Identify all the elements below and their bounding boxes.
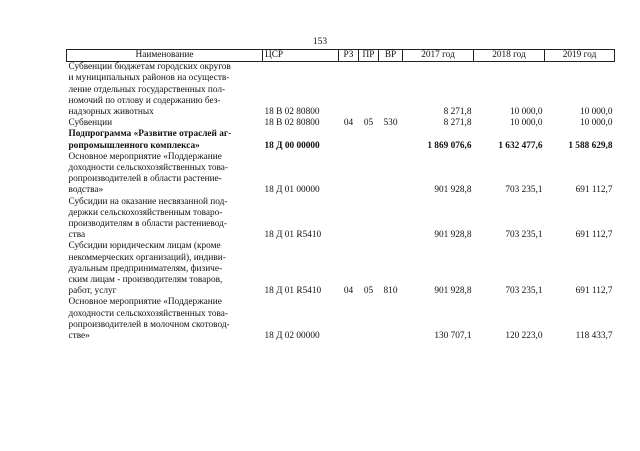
row-2017: 8 271,8 (443, 107, 472, 118)
row-2017: 901 928,8 (434, 230, 472, 241)
row-2018: 10 000,0 (509, 107, 543, 118)
row-name: Субсидии на оказание несвязанной под- держки сельскохозяйственным товаро- производителям в области растениевод- ства (68, 196, 228, 241)
row-2017: 901 928,8 (434, 286, 472, 297)
header-2017: 2017 год (403, 50, 474, 62)
row-csr: 18 Д 02 00000 (264, 331, 320, 342)
row-2019: 118 433,7 (575, 331, 613, 342)
table-body (67, 62, 615, 343)
row-vr: 810 (383, 286, 398, 297)
row-2017: 1 869 076,6 (427, 140, 472, 151)
row-2017: 130 707,1 (434, 331, 472, 342)
row-2019: 10 000,0 (579, 107, 613, 118)
row-vr (379, 297, 403, 342)
row-rz (339, 62, 359, 119)
row-2018: 1 632 477,6 (498, 140, 543, 151)
row-2019: 691 112,7 (575, 185, 613, 196)
budget-table (66, 49, 615, 342)
row-rz (339, 129, 359, 151)
table-row (67, 241, 615, 297)
row-pr: 05 (363, 118, 374, 129)
row-pr (359, 129, 379, 151)
row-pr (359, 62, 379, 119)
row-2017: 901 928,8 (434, 185, 472, 196)
row-pr (359, 152, 379, 197)
row-2018: 703 235,1 (505, 230, 543, 241)
table-row (67, 62, 615, 119)
table-row (67, 129, 615, 151)
row-pr (359, 197, 379, 242)
row-rz: 04 (343, 118, 354, 129)
row-vr (379, 152, 403, 197)
row-csr: 18 В 02 80800 (264, 107, 320, 118)
header-name: Наименование (67, 50, 263, 62)
row-csr: 18 В 02 80800 (264, 118, 320, 129)
row-name: Субвенции бюджетам городских округов и муниципальных районов на осуществ- ление отдельных государственных пол- номочий по отлову и содержанию без- надзорных животных (68, 62, 231, 118)
row-2018: 703 235,1 (505, 185, 543, 196)
row-rz (339, 152, 359, 197)
row-pr: 05 (363, 286, 374, 297)
row-2018: 10 000,0 (509, 118, 543, 129)
row-csr: 18 Д 01 R5410 (264, 230, 322, 241)
table-header-row (67, 50, 615, 62)
row-2018: 120 223,0 (505, 331, 543, 342)
row-rz (339, 297, 359, 342)
table-row (67, 118, 615, 129)
header-2018: 2018 год (474, 50, 545, 62)
row-2019: 691 112,7 (575, 230, 613, 241)
row-csr: 18 Д 01 00000 (264, 185, 320, 196)
row-pr (359, 297, 379, 342)
header-rz: РЗ (339, 50, 359, 62)
row-csr: 18 Д 00 00000 (264, 140, 320, 151)
row-name: Субсидии юридическим лицам (кроме некоммерческих организаций), индиви- дуальным предпринимателям, физиче- ским лицам - производителям товаров, работ, услуг (68, 241, 226, 297)
row-rz (339, 197, 359, 242)
row-name: Основное мероприятие «Поддержание доходности сельскохозяйственных това- ропроизводителей в области растение- водства» (68, 151, 228, 196)
row-csr: 18 Д 01 R5410 (264, 286, 322, 297)
row-2019: 1 588 629,8 (568, 140, 613, 151)
row-vr (379, 129, 403, 151)
row-vr (379, 62, 403, 119)
row-vr (379, 197, 403, 242)
row-vr: 530 (383, 118, 398, 129)
row-2017: 8 271,8 (443, 118, 472, 129)
row-2018: 703 235,1 (505, 286, 543, 297)
header-csr: ЦСР (263, 50, 339, 62)
row-rz: 04 (343, 286, 354, 297)
header-pr: ПР (359, 50, 379, 62)
row-name: Основное мероприятие «Поддержание доходности сельскохозяйственных това- ропроизводителей в молочном скотовод- стве» (68, 297, 230, 342)
row-2019: 10 000,0 (579, 118, 613, 129)
table-row (67, 152, 615, 197)
header-2019: 2019 год (545, 50, 615, 62)
table-row (67, 297, 615, 342)
page-number: 153 (312, 37, 328, 47)
row-name: Подпрограмма «Развитие отраслей аг- ропромышленного комплекса» (68, 129, 232, 151)
row-name: Субвенции (68, 118, 113, 129)
header-vr: ВР (379, 50, 403, 62)
table-row (67, 197, 615, 242)
row-2019: 691 112,7 (575, 286, 613, 297)
